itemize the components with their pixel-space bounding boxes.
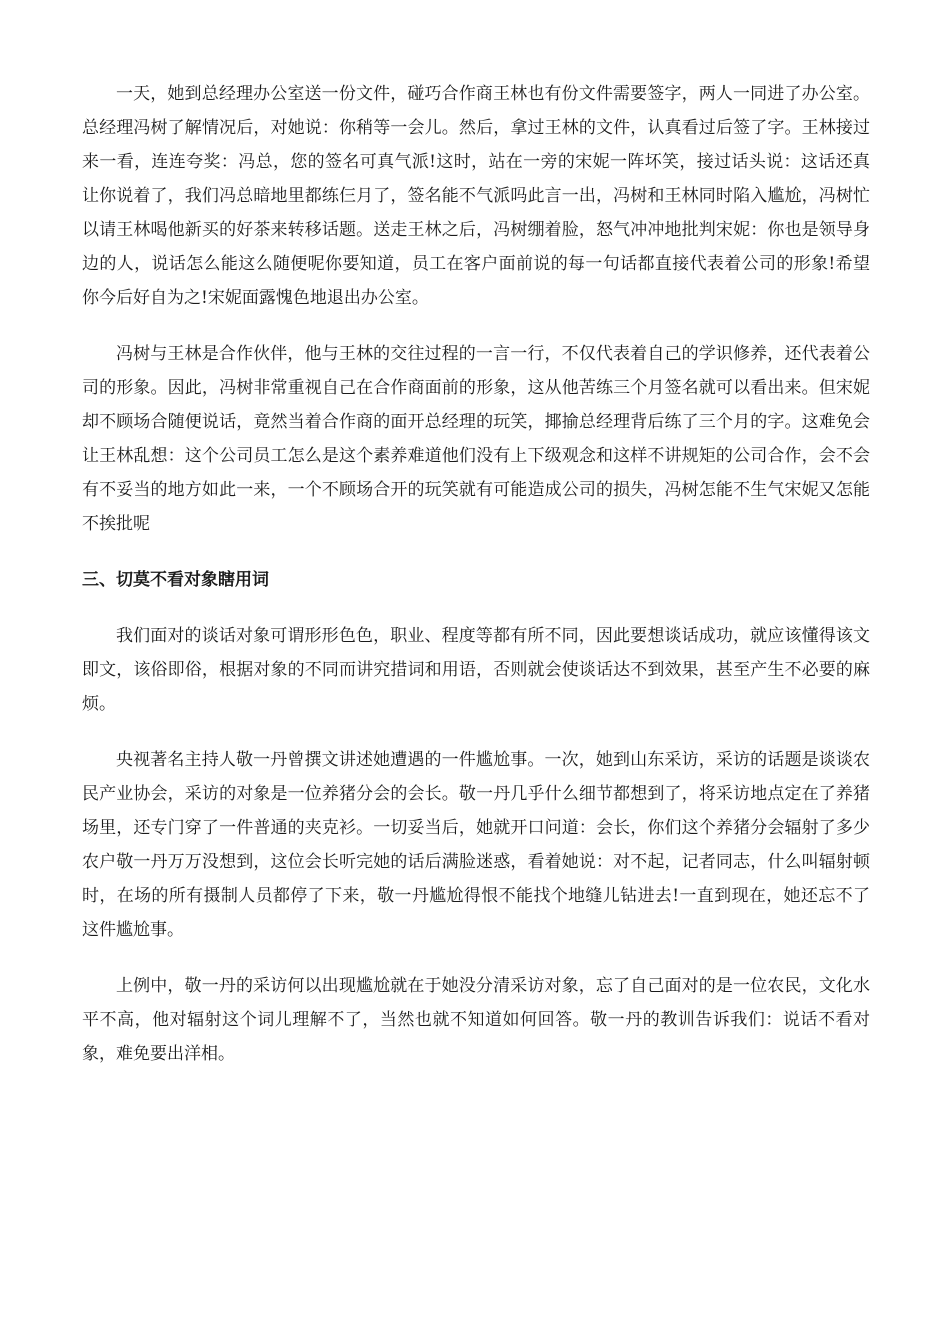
paragraph-audience-intro: 我们面对的谈话对象可谓形形色色，职业、程度等都有所不同，因此要想谈话成功，就应该懂得该文即文，该俗即俗，根据对象的不同而讲究措词和用语，否则就会使谈话达不到效果，甚至产生不必要的麻烦。 xyxy=(82,626,870,714)
section-heading: 三、切莫不看对象瞎用词 xyxy=(82,570,269,590)
paragraph-office-story: 一天，她到总经理办公室送一份文件，碰巧合作商王林也有份文件需要签字，两人一同进了办公室。总经理冯树了解情况后，对她说：你稍等一会儿。然后，拿过王林的文件，认真看过后签了字。王林接过来一看，连连夸奖：冯总，您的签名可真气派!这时，站在一旁的宋妮一阵坏笑，接过话头说：这话还真让你说着了，我们冯总暗地里都练仨月了，签名能不气派吗此言一出，冯树和王林同时陷入尴尬，冯树忙以请王林喝他新买的好茶来转移话题。送走王林之后，冯树绷着脸，怒气冲冲地批判宋妮：你也是领导身边的人，说话怎么能这么随便呢你要知道，员工在客户面前说的每一句话都直接代表着公司的形象!希望你今后好自为之!宋妮面露愧色地退出办公室。 xyxy=(82,84,870,308)
paragraph-interview-story: 央视著名主持人敬一丹曾撰文讲述她遭遇的一件尴尬事。一次，她到山东采访，采访的话题是谈谈农民产业协会，采访的对象是一位养猪分会的会长。敬一丹几乎什么细节都想到了，将采访地点定在了养猪场里，还专门穿了一件普通的夹克衫。一切妥当后，她就开口问道：会长，你们这个养猪分会辐射了多少农户敬一丹万万没想到，这位会长听完她的话后满脸迷惑，看着她说：对不起，记者同志，什么叫辐射顿时，在场的所有摄制人员都停了下来，敬一丹尴尬得恨不能找个地缝儿钻进去!一直到现在，她还忘不了这件尴尬事。 xyxy=(82,750,870,940)
paragraph-analysis: 冯树与王林是合作伙伴，他与王林的交往过程的一言一行，不仅代表着自己的学识修养，还代表着公司的形象。因此，冯树非常重视自己在合作商面前的形象，这从他苦练三个月签名就可以看出来。但宋妮却不顾场合随便说话，竟然当着合作商的面开总经理的玩笑，揶揄总经理背后练了三个月的字。这难免会让王林乱想：这个公司员工怎么是这个素养难道他们没有上下级观念和这样不讲规矩的公司合作，会不会有不妥当的地方如此一来，一个不顾场合开的玩笑就有可能造成公司的损失，冯树怎能不生气宋妮又怎能不挨批呢 xyxy=(82,344,870,534)
paragraph-lesson: 上例中，敬一丹的采访何以出现尴尬就在于她没分清采访对象，忘了自己面对的是一位农民，文化水平不高，他对辐射这个词儿理解不了，当然也就不知道如何回答。敬一丹的教训告诉我们：说话不看对象，难免要出洋相。 xyxy=(82,976,870,1064)
